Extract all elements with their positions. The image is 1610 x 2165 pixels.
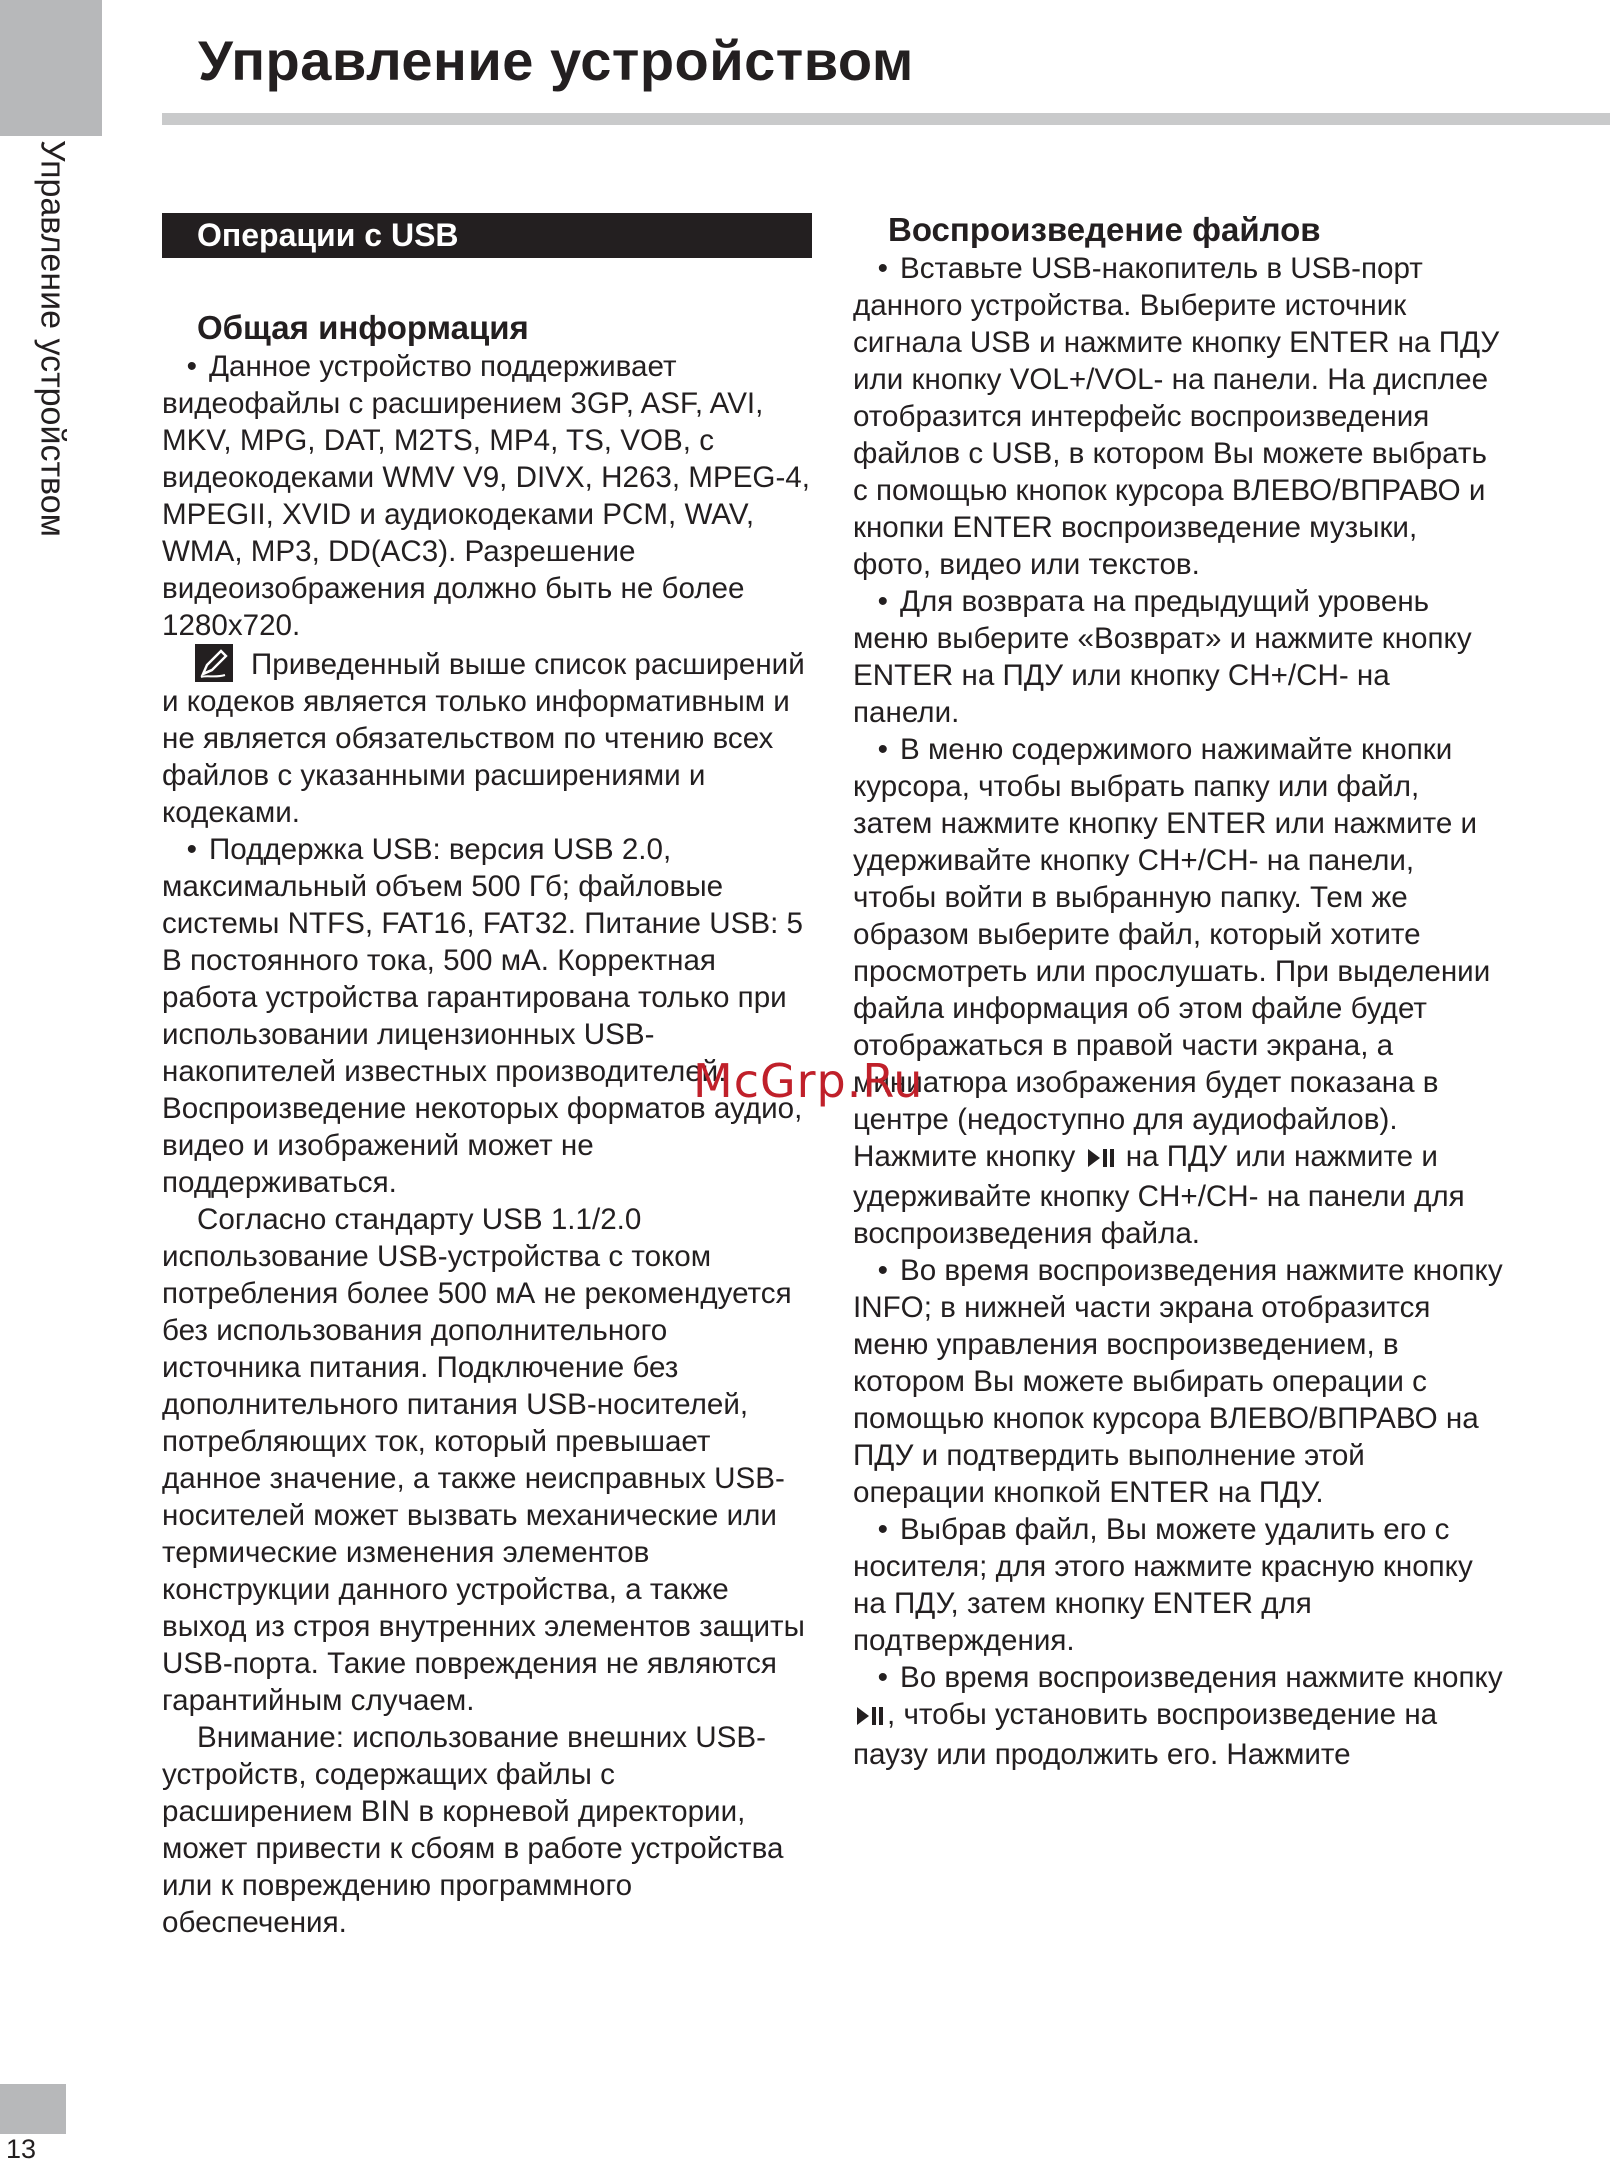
- bullet-delete-file: • Выбрав файл, Вы можете удалить его с носителя; для этого нажмите красную кнопку на ПДУ, затем кнопку ENTER для подтверждения.: [853, 1513, 1473, 1657]
- bullet-icon: •: [877, 585, 888, 618]
- section-title-bar: Операции с USB: [162, 213, 812, 258]
- bullet-icon: •: [877, 1661, 888, 1694]
- bullet-insert-usb: • Вставьте USB-накопитель в USB-порт данного устройства. Выберите источник сигнала USB и нажмите кнопку ENTER на ПДУ или кнопку VOL+/VOL- на панели. На дисплее отобразится интерфейс воспроизведения файлов с USB, в котором Вы можете выбрать с помощью кнопок курсора ВЛЕВО/ВПРАВО и кнопки ENTER воспроизведение музыки, фото, видео или текстов.: [853, 252, 1500, 581]
- bullet-icon: •: [186, 833, 197, 866]
- watermark: McGrp.Ru: [693, 1054, 924, 1108]
- bullet-supported-formats: • Данное устройство поддерживает видеофайлы с расширением 3GP, ASF, AVI, MKV, MPG, DAT, M2TS, MP4, TS, VOB, с видеокодеками WMV V9, DIVX, H263, MPEG-4, MPEGII, XVID и аудиокодеками PCM, WAV, WMA, MP3, DD(AC3). Разрешение видеоизображения должно быть не более 1280x720.: [162, 350, 810, 642]
- paragraph-usb-standard: Согласно стандарту USB 1.1/2.0 использование USB-устройства с током потребления более 500 мА не рекомендуется без использования дополнительного источника питания. Подключение без дополнительного питания USB-носителей, потребляющих ток, который превышает данное значение, а также неисправных USB-носителей может вызвать механические или термические изменения элементов конструкции данного устройства, а также выход из строя внутренних элементов защиты USB-порта. Такие повреждения не являются гарантийным случаем.: [162, 1203, 805, 1717]
- bullet-icon: •: [186, 350, 197, 383]
- bullet-return: • Для возврата на предыдущий уровень меню выберите «Возврат» и нажмите кнопку ENTER на ПДУ или кнопку CH+/CH- на панели.: [853, 585, 1472, 729]
- bullet-pause: • Во время воспроизведения нажмите кнопку , чтобы установить воспроизведение на паузу или продолжить его. Нажмите: [853, 1661, 1503, 1771]
- bullet-icon: •: [877, 733, 888, 766]
- subheading-file-playback: Воспроизведение файлов: [888, 211, 1321, 248]
- pencil-note-icon: [195, 644, 233, 682]
- page-title: Управление устройством: [198, 29, 914, 92]
- bullet-icon: •: [877, 1513, 888, 1546]
- bullet-icon: •: [877, 1254, 888, 1287]
- subheading-general-info: Общая информация: [197, 309, 529, 346]
- side-tab-marker: [0, 0, 102, 136]
- bullet-icon: •: [877, 252, 888, 285]
- bullet-usb-support: • Поддержка USB: версия USB 2.0, максимальный объем 500 Гб; файловые системы NTFS, FAT16, FAT32. Питание USB: 5 В постоянного тока, 500 мА. Корректная работа устройства гарантирована только при использовании лицензионных USB-накопителей известных производителей. Воспроизведение некоторых форматов аудио, видео и изображений может не поддерживаться.: [162, 833, 803, 1199]
- page-number: 13: [6, 2134, 37, 2164]
- note-paragraph: Приведенный выше список расширений и кодеков является только информативным и не является обязательством по чтению всех файлов с указанными расширениями и кодеками.: [162, 644, 812, 831]
- paragraph-warning: Внимание: использование внешних USB-устройств, содержащих файлы с расширением BIN в корневой директории, может привести к сбоям в работе устройства или к повреждению программного обеспечения.: [162, 1721, 784, 1939]
- play-pause-icon: [855, 1699, 885, 1736]
- page-number-tab: [0, 2084, 66, 2134]
- bullet-info-menu: • Во время воспроизведения нажмите кнопку INFO; в нижней части экрана отобразится меню управления воспроизведением, в котором Вы можете выбирать операции с помощью кнопок курсора ВЛЕВО/ВПРАВО на ПДУ и подтвердить выполнение этой операции кнопкой ENTER на ПДУ.: [853, 1254, 1503, 1509]
- bullet-content-menu: • В меню содержимого нажимайте кнопки курсора, чтобы выбрать папку или файл, затем нажмите кнопку ENTER или нажмите и удерживайте кнопку CH+/CH- на панели, чтобы войти в выбранную папку. Тем же образом выберите файл, который хотите просмотреть или прослушать. При выделении файла информация об этом файле будет отображаться в правой части экрана, а миниатюра изображения будет показана в центре (недоступно для аудиофайлов). Нажмите кнопку на ПДУ или нажмите и удерживайте кнопку CH+/CH- на панели для воспроизведения файла.: [853, 733, 1491, 1250]
- right-column: [853, 210, 1503, 1773]
- title-rule: [162, 113, 1610, 125]
- play-pause-icon: [1086, 1141, 1116, 1178]
